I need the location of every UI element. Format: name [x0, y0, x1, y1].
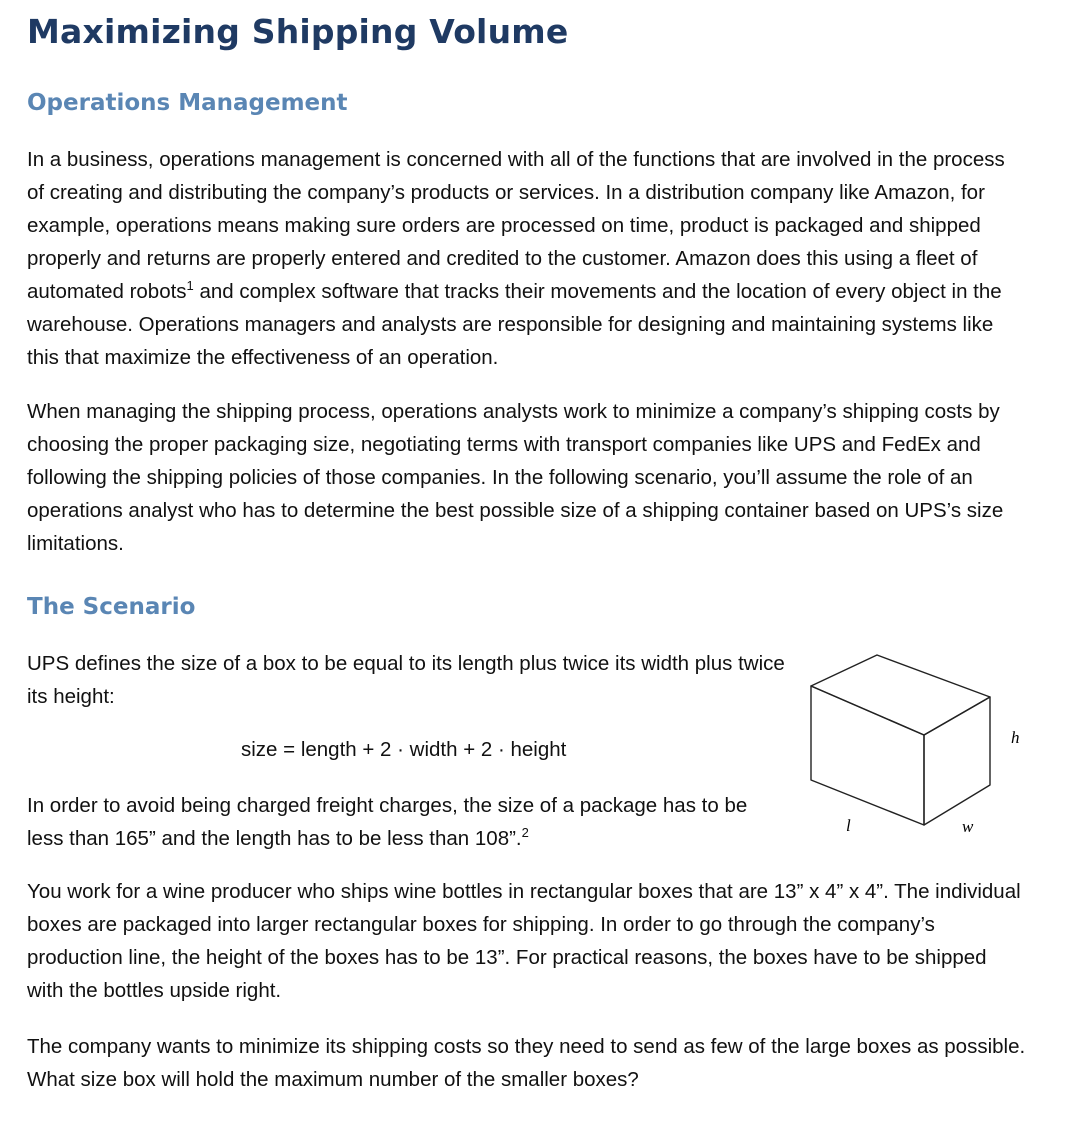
- dimension-label-l: l: [846, 816, 851, 835]
- paragraph-operations-1-text-a: In a business, operations management is concerned with all of the functions that are involved in the process of creating and distributing the company’s products or services. In a distribution company like Amazon, for example, operations means making sure orders are processed on time, product is packaged and shipped properly and returns are properly entered and credited to the customer. Amazon does this using a fleet of automated robots: [27, 148, 1005, 303]
- paragraph-scenario-2-text: In order to avoid being charged freight charges, the size of a package has to be less than 165” and the length has to be less than 108”.: [27, 794, 748, 850]
- box-diagram: [800, 645, 1040, 845]
- paragraph-scenario-2: [27, 789, 787, 855]
- page-title: Maximizing Shipping Volume: [27, 12, 569, 51]
- section-heading-scenario: The Scenario: [27, 594, 196, 620]
- box-front-face: [811, 686, 924, 825]
- size-formula: size = length + 2 · width + 2 · height: [241, 738, 567, 761]
- section-heading-operations: Operations Management: [27, 90, 348, 116]
- paragraph-scenario-4: The company wants to minimize its shipping costs so they need to send as few of the large boxes as possible. What size box will hold the maximum number of the smaller boxes?: [27, 1035, 1026, 1091]
- footnote-ref-1: 1: [186, 278, 194, 294]
- footnote-ref-2: 2: [521, 825, 529, 841]
- box-side-face: [924, 697, 990, 825]
- paragraph-scenario-3: You work for a wine producer who ships wine bottles in rectangular boxes that are 13” x 4” x 4”. The individual boxes are packaged into larger rectangular boxes for shipping. In order to go through the company’s production line, the height of the boxes has to be 13”. For practical reasons, the boxes have to be shipped with the bottles upside right.: [27, 880, 1021, 1002]
- dimension-label-w: w: [962, 817, 974, 836]
- box-outline: [811, 655, 990, 825]
- paragraph-operations-1: [27, 143, 1027, 374]
- box-top-face: [811, 655, 990, 735]
- dimension-label-h: h: [1011, 728, 1020, 747]
- paragraph-scenario-1: UPS defines the size of a box to be equal to its length plus twice its width plus twice its height:: [27, 652, 785, 708]
- paragraph-operations-2: When managing the shipping process, operations analysts work to minimize a company’s shipping costs by choosing the proper packaging size, negotiating terms with transport companies like UPS and FedEx and following the shipping policies of those companies. In the following scenario, you’ll assume the role of an operations analyst who has to determine the best possible size of a shipping container based on UPS’s size limitations.: [27, 400, 1004, 555]
- paragraph-operations-1-text-b: and complex software that tracks their movements and the location of every object in the warehouse. Operations managers and analysts are responsible for designing and maintaining systems like this that maximize the effectiveness of an operation.: [27, 280, 1002, 369]
